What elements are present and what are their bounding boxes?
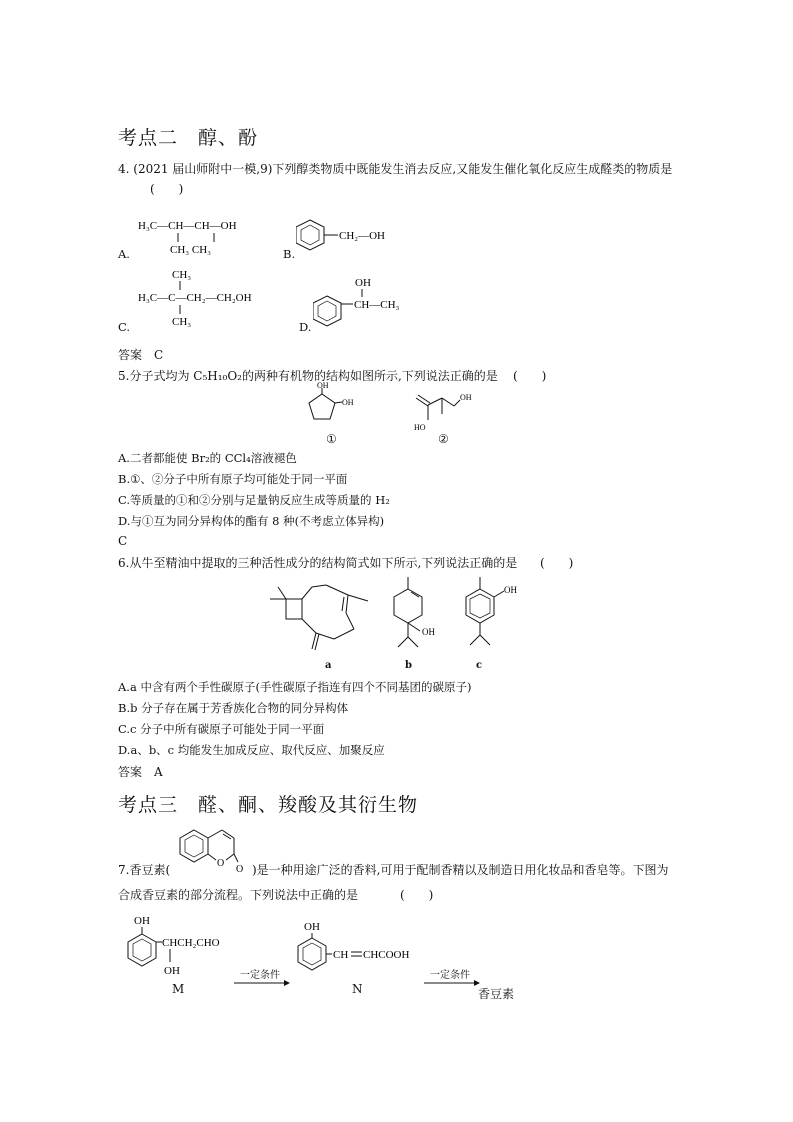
q6-option-b: B.b 分子存在属于芳香族化合物的同分异构体	[118, 701, 349, 715]
svg-text:CHCOOH: CHCOOH	[363, 949, 410, 961]
q6-option-d: D.a、b、c 均能发生加成反应、取代反应、加聚反应	[118, 743, 385, 757]
q5-structure-2	[408, 386, 478, 434]
q7-product: 香豆素	[478, 987, 515, 1001]
q6-label-b: b	[405, 660, 412, 671]
svg-text:OH: OH	[422, 627, 435, 637]
q6-option-c: C.c 分子中所有碳原子可能处于同一平面	[118, 722, 325, 736]
section-title-alcohol-phenol: 考点二 醇、酚	[118, 127, 259, 149]
q7-label-n: N	[352, 982, 363, 996]
svg-text:OH: OH	[134, 915, 150, 927]
q7-answer-bracket: ( )	[400, 888, 434, 902]
q7-compound-m	[124, 912, 244, 982]
q5-option-c: C.等质量的①和②分别与足量钠反应生成等质量的 H₂	[118, 493, 390, 507]
q5-answer: C	[118, 534, 128, 548]
q7-condition-1: 一定条件	[240, 970, 280, 981]
svg-text:OH: OH	[304, 921, 320, 933]
q7-stem-start: 7.香豆素(	[118, 863, 171, 877]
svg-text:O: O	[236, 864, 244, 875]
q4-structure-d	[313, 274, 413, 330]
q5-option-b: B.①、②分子中所有原子均可能处于同一平面	[118, 472, 348, 486]
svg-text:CH: CH	[333, 949, 349, 961]
q5-label-1: ①	[326, 432, 337, 446]
q7-coumarin-structure	[176, 826, 250, 876]
q4-structure-c	[136, 266, 276, 328]
q4-answer: 答案 C	[118, 348, 164, 362]
q4-structure-b	[296, 218, 406, 252]
q7-arrow-2	[424, 978, 480, 988]
q7-stem-continued: )是一种用途广泛的香料,可用于配制香精以及制造日用化妆品和香皂等。下图为	[252, 863, 669, 877]
q6-structure-a	[268, 577, 376, 657]
q7-compound-n	[296, 918, 426, 974]
q4-option-c-label: C.	[118, 320, 131, 334]
svg-text:CH—CH₃: CH—CH₃	[354, 299, 400, 311]
svg-text:CH₃ CH₃: CH₃ CH₃	[170, 244, 211, 256]
q5-stem: 5.分子式均为 C₅H₁₀O₂的两种有机物的结构如图所示,下列说法正确的是	[118, 369, 498, 383]
q4-stem: 4. (2021 届山师附中一模,9)下列醇类物质中既能发生消去反应,又能发生催化氧化反应生成醛类的物质是	[118, 162, 673, 176]
q7-condition-2: 一定条件	[430, 970, 470, 981]
q4-answer-bracket: ( )	[150, 182, 184, 196]
q6-structure-b	[384, 575, 444, 657]
q6-option-a: A.a 中含有两个手性碳原子(手性碳原子指连有四个不同基团的碳原子)	[118, 680, 472, 694]
q5-answer-bracket: ( )	[513, 369, 547, 383]
q4-structure-a	[136, 212, 266, 258]
svg-text:HO: HO	[414, 423, 426, 432]
q4-option-d-label: D.	[299, 320, 312, 334]
svg-text:O: O	[217, 858, 225, 869]
svg-text:CH₂—OH: CH₂—OH	[339, 230, 386, 242]
q5-label-2: ②	[438, 432, 449, 446]
q5-option-a: A.二者都能使 Br₂的 CCl₄溶液褪色	[118, 451, 297, 465]
q6-label-c: c	[476, 660, 483, 671]
q4-option-a-label: A.	[118, 247, 130, 261]
q6-structure-c	[456, 575, 526, 657]
svg-text:OH: OH	[164, 965, 180, 977]
svg-text:CH₃: CH₃	[172, 316, 192, 328]
q5-option-d: D.与①互为同分异构体的酯有 8 种(不考虑立体异构)	[118, 514, 385, 528]
q4-option-b-label: B.	[283, 247, 296, 261]
svg-text:OH: OH	[317, 382, 329, 390]
q6-stem: 6.从牛至精油中提取的三种活性成分的结构简式如下所示,下列说法正确的是	[118, 556, 518, 570]
q6-label-a: a	[325, 660, 332, 671]
svg-text:OH: OH	[504, 585, 517, 595]
svg-text:CHCH₂CHO: CHCH₂CHO	[162, 937, 220, 949]
q6-answer: 答案 A	[118, 765, 163, 779]
q7-stem-line2: 合成香豆素的部分流程。下列说法中正确的是	[118, 888, 359, 902]
svg-text:CH₃: CH₃	[172, 269, 192, 281]
q6-answer-bracket: ( )	[540, 556, 574, 570]
q5-structure-1	[300, 382, 360, 428]
svg-text:OH: OH	[355, 277, 371, 289]
svg-text:OH: OH	[342, 398, 354, 407]
svg-text:H₃C—C—CH₂—CH₂OH: H₃C—C—CH₂—CH₂OH	[138, 292, 252, 304]
q7-arrow-1	[234, 978, 290, 988]
section-title-aldehyde-ketone-acid: 考点三 醛、酮、羧酸及其衍生物	[118, 794, 419, 816]
svg-text:H₃C—CH—CH—OH: H₃C—CH—CH—OH	[138, 220, 237, 232]
q7-label-m: M	[172, 982, 185, 996]
svg-text:OH: OH	[460, 393, 472, 402]
